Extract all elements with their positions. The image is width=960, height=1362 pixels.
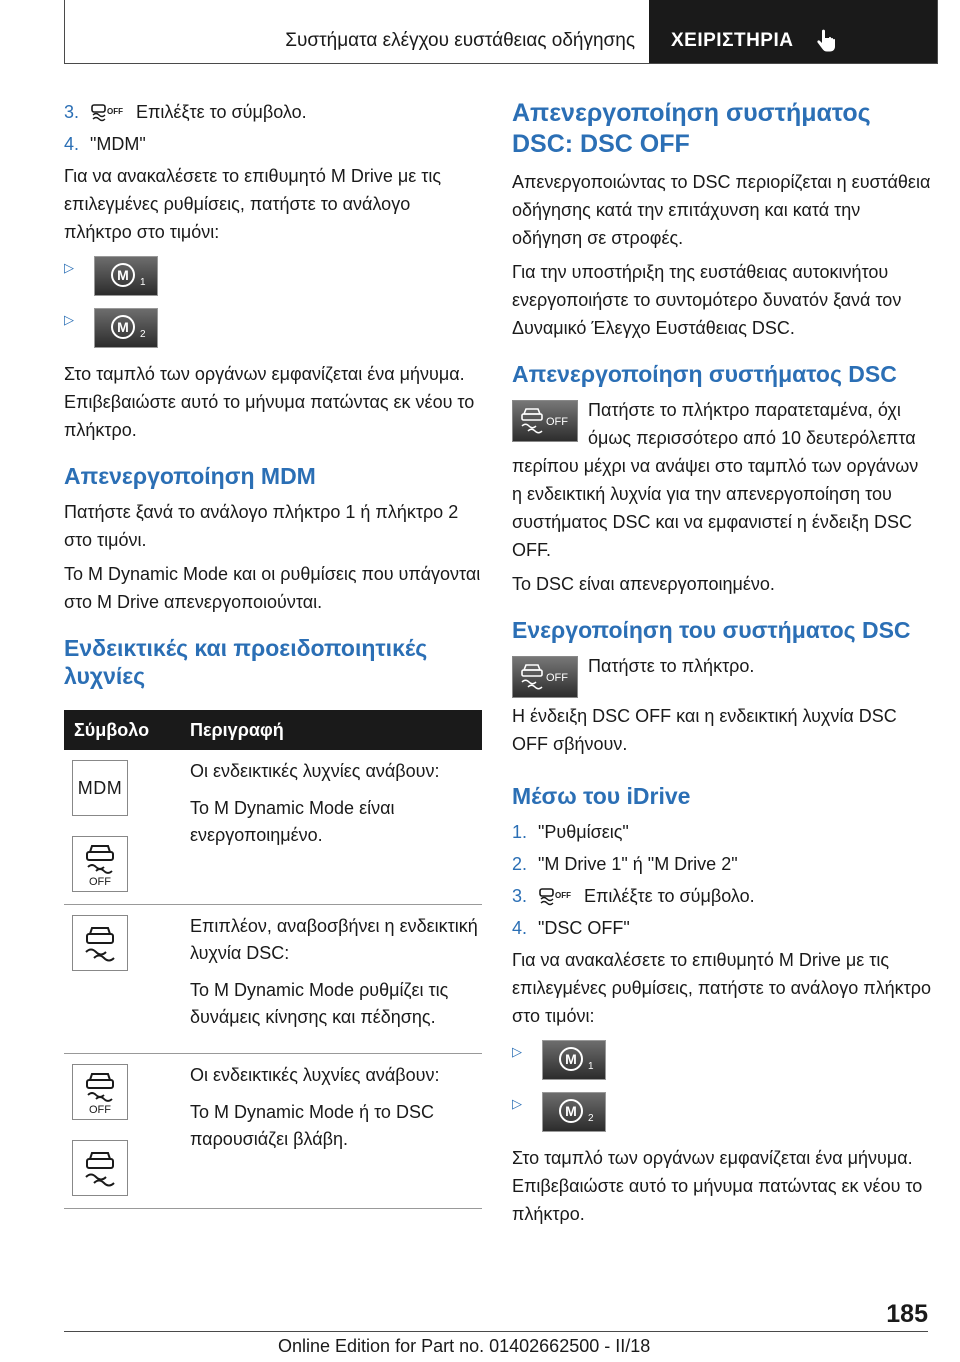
page-number: 185 [886,1300,928,1328]
table-row [64,905,482,1054]
svg-text:OFF: OFF [555,891,571,900]
m2-steering-button [94,308,158,348]
paragraph: Για την υποστήριξη της ευστάθειας αυτοκινήτου ενεργοποιήστε το συντομότερο δυνατόν ξανά τον Δυναμικό Έλεγχο Ευστάθειας DSC. [512,262,902,338]
dsc-off-small-icon [90,102,126,122]
page-header [64,0,938,64]
step-text: "MDM" [90,134,146,154]
paragraph: Απενεργοποιώντας το DSC περιορίζεται η ευστάθεια οδήγησης κατά την επιτάχυνση και κατά την οδήγηση σε στροφές. [512,172,931,248]
m2-icon [101,312,151,344]
header-tab-label: ΧΕΙΡΙΣΤΗΡΙΑ [671,29,794,51]
dsc-off-button [512,656,578,698]
paragraph: Πατήστε το πλήκτρο. [588,656,755,676]
description-cell [186,750,482,905]
svg-text:M: M [117,267,129,283]
header-title: Συστήματα ελέγχου ευστάθειας οδήγησης [285,29,635,51]
symbol-cell [64,750,186,905]
heading-dsc-off: Απενεργοποίηση συστήματος DSC: DSC OFF [512,99,871,158]
step-text: "M Drive 1" ή "M Drive 2" [538,854,738,874]
triangle-bullet-icon: ▷ [512,1044,522,1059]
m1-button-row [512,1040,932,1080]
m2-button-row [512,1092,932,1132]
off-text: OFF [107,107,123,116]
paragraph: Στο ταμπλό των οργάνων εμφανίζεται ένα μήνυμα. Επιβεβαιώστε αυτό το μήνυμα πατώντας εκ νέου το πλήκτρο. [64,364,475,440]
paragraph: Στο ταμπλό των οργάνων εμφανίζεται ένα μήνυμα. Επιβεβαιώστε αυτό το μήνυμα πατώντας εκ νέου το πλήκτρο. [512,1148,923,1224]
step-1 [512,818,932,846]
table-row [64,750,482,905]
dsc-off-button-icon [516,404,574,438]
footer-edition: Online Edition for Part no. 01402662500 - II/18 [278,1336,651,1356]
svg-text:OFF: OFF [546,416,568,428]
symbol-cell [64,905,186,1054]
description-text: Το M Dynamic Mode ή το DSC παρουσιάζει βλάβη. [190,1102,434,1149]
dsc-off-small-icon [538,886,574,906]
description-text: Το M Dynamic Mode ρυθμίζει τις δυνάμεις κίνησης και πέδησης. [190,980,449,1027]
m2-icon [549,1096,599,1128]
description-cell [186,1054,482,1209]
svg-text:1: 1 [140,277,146,288]
symbol-cell [64,1054,186,1209]
svg-text:1: 1 [588,1061,594,1072]
paragraph: Πατήστε το πλήκτρο παρατεταμένα, όχι όμως περισσότερο από 10 δευτερόλεπτα περίπου μέχρι να ανάψει στο ταμπλό των οργάνων η ενδεικτική λυχνία για την απενεργοποίηση του συστήματος DSC και να εμφανιστεί η ένδειξη DSC OFF. [512,400,919,560]
svg-text:M: M [117,319,129,335]
activate-block [512,652,932,758]
left-column [64,98,482,1209]
m1-steering-button [94,256,158,296]
triangle-bullet-icon: ▷ [64,312,74,327]
paragraph: Για να ανακαλέσετε το επιθυμητό M Drive με τις επιλεγμένες ρυθμίσεις, πατήστε το ανάλογο πλήκτρο στο τιμόνι: [64,166,442,242]
step-text: "Ρυθμίσεις" [538,822,629,842]
heading-mdm-off: Απενεργοποίηση MDM [64,463,316,489]
step-number: 3. [512,886,528,906]
footer-divider [64,1331,928,1332]
table-row [64,1054,482,1209]
m1-icon [549,1044,599,1076]
step-number: 4. [64,134,80,154]
description-text: Το M Dynamic Mode είναι ενεργοποιημένο. [190,798,395,845]
svg-text:OFF: OFF [546,672,568,684]
dsc-off-button [512,400,578,442]
svg-text:M: M [565,1051,577,1067]
svg-text:M: M [565,1103,577,1119]
table-header-row [64,710,482,750]
step-number: 1. [512,822,528,842]
table-header-description: Περιγραφή [186,710,482,750]
step-4 [512,914,932,942]
step-number: 4. [512,918,528,938]
step-text: Επιλέξτε το σύμβολο. [136,102,307,122]
deactivate-block [512,396,932,564]
m2-button-row [64,308,482,348]
step-text: "DSC OFF" [538,918,630,938]
right-column [512,98,932,1234]
description-cell [186,905,482,1054]
m1-button-row [64,256,482,296]
paragraph: Το DSC είναι απενεργοποιημένο. [512,574,775,594]
paragraph: Η ένδειξη DSC OFF και η ενδεικτική λυχνία DSC OFF σβήνουν. [512,706,897,754]
m1-steering-button [542,1040,606,1080]
step-number: 2. [512,854,528,874]
step-2 [512,850,932,878]
step-text: Επιλέξτε το σύμβολο. [584,886,755,906]
dsc-lamp-icon [72,915,128,971]
dsc-lamp-icon [72,1140,128,1196]
m1-icon [101,260,151,292]
paragraph: Για να ανακαλέσετε το επιθυμητό M Drive με τις επιλεγμένες ρυθμίσεις, πατήστε το ανάλογο πλήκτρο στο τιμόνι: [512,950,931,1026]
dsc-off-lamp-icon [72,836,128,892]
description-text: Οι ενδεικτικές λυχνίες ανάβουν: [190,1065,440,1085]
svg-text:2: 2 [588,1113,594,1124]
step-3 [64,98,482,126]
header-tab [649,0,937,63]
description-text: Επιπλέον, αναβοσβήνει η ενδεικτική λυχνία DSC: [190,916,478,963]
step-number: 3. [64,102,80,122]
triangle-bullet-icon: ▷ [64,260,74,275]
paragraph: Το M Dynamic Mode και οι ρυθμίσεις που υπάγονται στο M Drive απενεργοποιούνται. [64,564,481,612]
triangle-bullet-icon: ▷ [512,1096,522,1111]
heading-idrive: Μέσω του iDrive [512,783,691,809]
m2-steering-button [542,1092,606,1132]
dsc-off-lamp-icon [72,1064,128,1120]
step-4 [64,130,482,158]
hand-pointer-icon [813,28,839,54]
svg-text:2: 2 [140,329,146,340]
svg-text:OFF: OFF [89,876,111,888]
dsc-off-button-icon [516,660,574,694]
heading-lamps: Ενδεικτικές και προειδοποιητικές λυχνίες [64,635,428,689]
table-header-symbol: Σύμβολο [64,710,186,750]
indicator-table [64,710,482,1209]
heading-deactivate-dsc: Απενεργοποίηση συστήματος DSC [512,361,897,387]
step-3 [512,882,932,910]
description-text: Οι ενδεικτικές λυχνίες ανάβουν: [190,761,440,781]
paragraph: Πατήστε ξανά το ανάλογο πλήκτρο 1 ή πλήκτρο 2 στο τιμόνι. [64,502,459,550]
svg-text:OFF: OFF [89,1104,111,1116]
heading-activate-dsc: Ενεργοποίηση του συστήματος DSC [512,617,911,643]
mdm-lamp-icon: MDM [72,760,128,816]
